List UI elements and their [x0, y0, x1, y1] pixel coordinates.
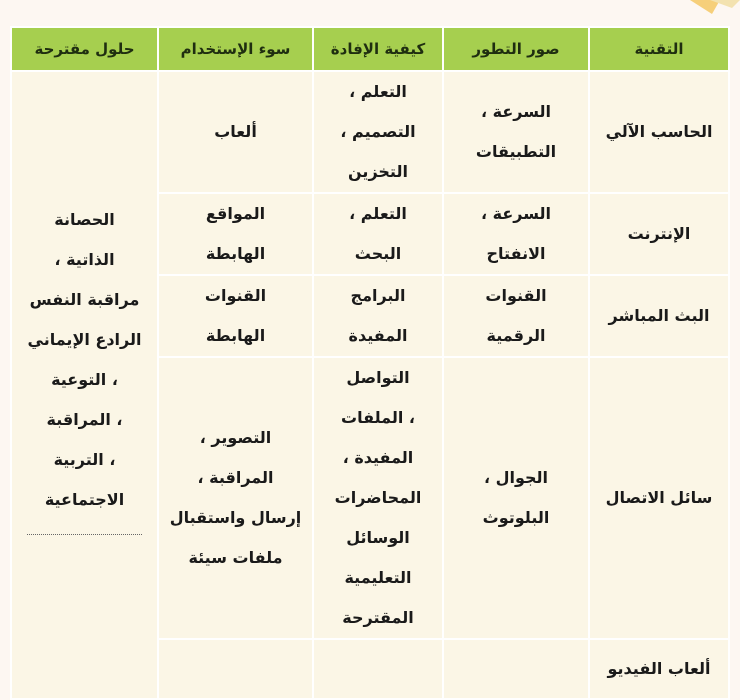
cell-line: المحاضرات: [334, 488, 422, 507]
cell-line: المفيدة ،: [342, 448, 414, 467]
cell-line: الرقمية: [486, 326, 546, 345]
cell-line: التطبيقات: [475, 142, 557, 161]
cell-line: التصوير ،: [199, 428, 272, 447]
cell-line: السرعة ،: [480, 204, 551, 223]
cell-line: الوسائل: [346, 528, 410, 547]
tech-cell: الحاسب الآلي: [589, 71, 729, 193]
cell-line: ، الملفات: [341, 408, 415, 427]
cell-line: إرسال واستقبال: [169, 508, 302, 527]
cell-line: البرامج: [350, 286, 406, 305]
forms-cell: [443, 193, 589, 275]
cell-line: التصميم ،: [340, 122, 416, 141]
cell-line: المراقبة ،: [197, 468, 274, 487]
tech-cell: ألعاب الفيديو: [589, 639, 729, 699]
benefit-cell: [313, 71, 443, 193]
cell-line: مراقبة النفس: [29, 290, 140, 309]
cell-line: الانفتاح: [486, 244, 546, 263]
cell-line: البلوتوث: [482, 508, 550, 527]
table-row: [11, 71, 729, 193]
misuse-cell: [158, 357, 313, 639]
forms-cell: [443, 357, 589, 639]
header-technology: التقنية: [589, 27, 729, 71]
benefit-cell: [313, 639, 443, 699]
cell-line: التواصل: [346, 368, 410, 387]
technology-table: [10, 26, 730, 700]
cell-line: المفيدة: [348, 326, 408, 345]
corner-decoration: [680, 0, 740, 20]
tech-cell: البث المباشر: [589, 275, 729, 357]
cell-line: الهابطة: [205, 326, 266, 345]
header-forms: صور التطور: [443, 27, 589, 71]
benefit-cell: [313, 275, 443, 357]
header-misuse: سوء الإستخدام: [158, 27, 313, 71]
header-row: [11, 27, 729, 71]
cell-line: ، المراقبة: [46, 410, 123, 429]
cell-line: ، التوعية: [51, 370, 118, 389]
cell-line: الرادع الإيماني: [27, 330, 142, 349]
header-benefit: كيفية الإفادة: [313, 27, 443, 71]
forms-cell: [443, 71, 589, 193]
cell-line: المقترحة: [342, 608, 414, 627]
cell-line: الذاتية ،: [54, 250, 115, 269]
dotted-divider: [27, 534, 142, 535]
cell-line: ألعاب: [214, 122, 257, 141]
cell-line: الجوال ،: [483, 468, 549, 487]
solutions-cell: [11, 71, 158, 699]
tech-cell: الإنترنت: [589, 193, 729, 275]
header-solutions: حلول مقترحة: [11, 27, 158, 71]
cell-line: التعلم ،: [349, 204, 407, 223]
misuse-cell: [158, 639, 313, 699]
cell-line: السرعة ،: [480, 102, 551, 121]
cell-line: المواقع: [205, 204, 266, 223]
cell-line: الاجتماعية: [44, 490, 125, 509]
misuse-cell: [158, 71, 313, 193]
cell-line: التعلم ،: [349, 82, 407, 101]
cell-line: التعليمية: [344, 568, 412, 587]
cell-line: التخزين: [348, 162, 408, 181]
forms-cell: [443, 639, 589, 699]
benefit-cell: [313, 193, 443, 275]
cell-line: الهابطة: [205, 244, 266, 263]
cell-line: ملفات سيئة: [188, 548, 283, 567]
cell-line: ، التربية: [53, 450, 116, 469]
misuse-cell: [158, 193, 313, 275]
misuse-cell: [158, 275, 313, 357]
cell-line: الحصانة: [54, 210, 115, 229]
forms-cell: [443, 275, 589, 357]
cell-line: البحث: [354, 244, 402, 263]
tech-cell: سائل الاتصال: [589, 357, 729, 639]
cell-line: القنوات: [485, 286, 547, 305]
cell-line: القنوات: [204, 286, 267, 305]
benefit-cell: [313, 357, 443, 639]
